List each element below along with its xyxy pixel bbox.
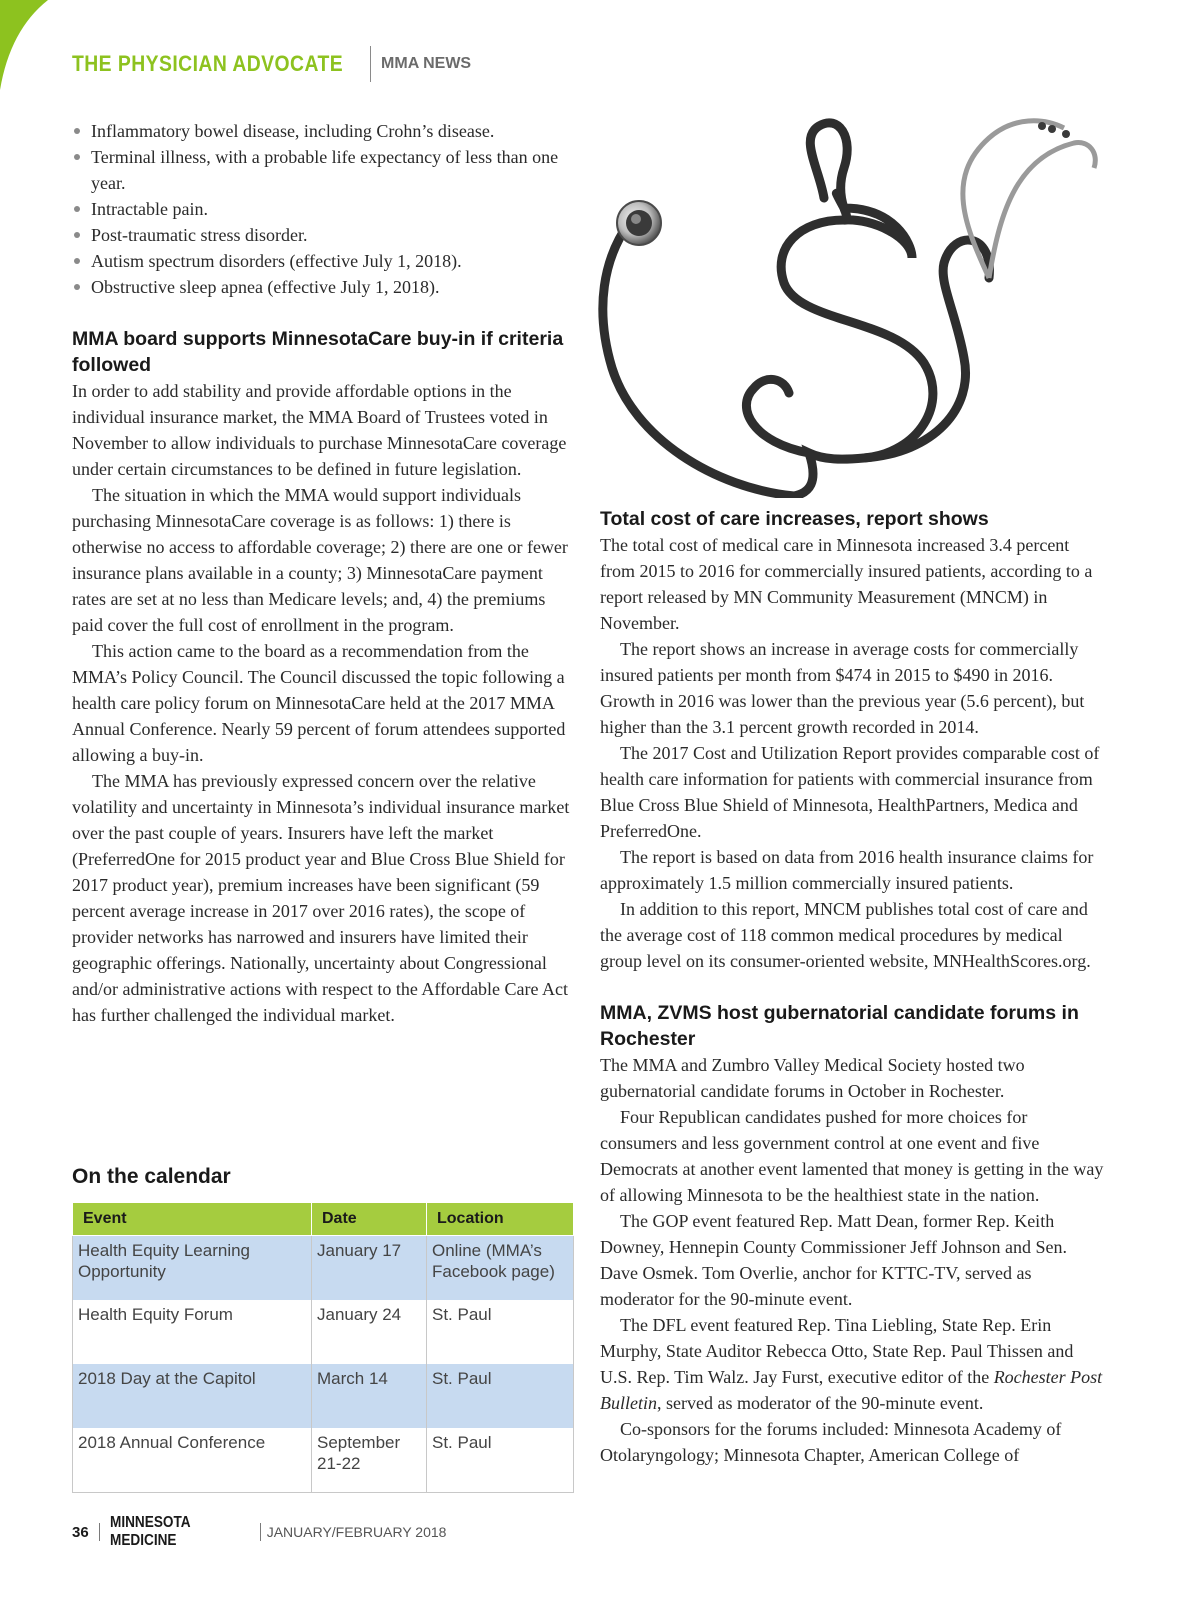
- section-title: THE PHYSICIAN ADVOCATE: [72, 51, 344, 76]
- column-header-location: Location: [427, 1203, 574, 1236]
- table-row: [73, 1300, 574, 1364]
- paragraph: The 2017 Cost and Utilization Report provides comparable cost of health care information for patients with commercial insurance from Blue Cross Blue Shield of Minnesota, HealthPartners, Medica and PreferredOne.: [600, 743, 1100, 841]
- date-cell: September 21-22: [312, 1428, 427, 1493]
- date-cell: March 14: [312, 1364, 427, 1428]
- event-cell: 2018 Day at the Capitol: [73, 1364, 312, 1428]
- paragraph: [600, 1312, 1105, 1416]
- date-cell: January 24: [312, 1300, 427, 1364]
- paragraph: The GOP event featured Rep. Matt Dean, former Rep. Keith Downey, Hennepin County Commissioner Jeff Johnson and Sen. Dave Osmek. Tom Overlie, anchor for KTTC-TV, served as moderator for the 90-minute event.: [600, 1211, 1067, 1309]
- column-header-event: Event: [73, 1203, 312, 1236]
- issue-date: JANUARY/FEBRUARY 2018: [266, 1524, 447, 1540]
- list-item: Intractable pain.: [72, 196, 572, 222]
- paragraph: The report shows an increase in average costs for commercially insured patients per month from $474 in 2015 to $490 in 2016. Growth in 2016 was lower than the previous year (5.6 percent), but higher than the 3.1 percent growth recorded in 2014.: [600, 639, 1085, 737]
- publication-title: MINNESOTA MEDICINE: [109, 1514, 190, 1549]
- paragraph: Co-sponsors for the forums included: Minnesota Academy of Otolaryngology; Minnesota Chapter, American College of: [600, 1419, 1062, 1465]
- location-cell: St. Paul: [427, 1300, 574, 1364]
- paragraph: In addition to this report, MNCM publishes total cost of care and the average cost of 118 common medical procedures by medical group level on its consumer-oriented website, MNHealthScores.org.: [600, 899, 1091, 971]
- table-row: [73, 1236, 574, 1301]
- paragraph: In order to add stability and provide affordable options in the individual insurance market, the MMA Board of Trustees voted in November to allow individuals to purchase MinnesotaCare coverage under certain circumstances to be defined in future legislation.: [72, 381, 567, 479]
- page-header: [72, 44, 471, 84]
- corner-accent: [0, 0, 60, 90]
- article-title-forums: MMA, ZVMS host gubernatorial candidate forums in Rochester: [600, 1002, 1079, 1050]
- paragraph: The situation in which the MMA would support individuals purchasing MinnesotaCare coverage is as follows: 1) there is otherwise no access to affordable coverage; 2) there are one or fewer insurance plans available in a county; 3) MinnesotaCare payment rates are set at no less than Medicare levels; and, 4) the premiums paid cover the full cost of enrollment in the program.: [72, 485, 568, 635]
- header-divider: [370, 46, 371, 82]
- paragraph-text: The DFL event featured Rep. Tina Liebling, State Rep. Erin Murphy, State Auditor Rebecca Otto, State Rep. Paul Thissen and U.S. Rep. Tim Walz. Jay Furst, executive editor of the: [600, 1315, 1074, 1387]
- footer-divider: [99, 1523, 100, 1541]
- article-title-buyin: MMA board supports MinnesotaCare buy-in if criteria followed: [72, 328, 564, 376]
- list-item: Inflammatory bowel disease, including Crohn’s disease.: [72, 118, 572, 144]
- page-footer: [72, 1514, 446, 1550]
- paragraph: This action came to the board as a recommendation from the MMA’s Policy Council. The Council discussed the topic following a health care policy forum on MinnesotaCare held at the 2017 MMA Annual Conference. Nearly 59 percent of forum attendees supported allowing a buy-in.: [72, 641, 566, 765]
- list-item: Autism spectrum disorders (effective July 1, 2018).: [72, 248, 572, 274]
- page-number: 36: [72, 1523, 89, 1541]
- newspaper-title: Rochester Post Bulletin: [600, 1367, 1103, 1413]
- calendar-title: On the calendar: [72, 1165, 231, 1188]
- right-column: [600, 506, 1105, 1468]
- paragraph: The MMA has previously expressed concern over the relative volatility and uncertainty in Minnesota’s individual insurance market over the past couple of years. Insurers have left the market (PreferredOne for 2015 product year and Blue Cross Blue Shield for 2017 product year), premium increases have been significant (59 percent average increase in 2017 over 2016 rates), the scope of provider networks has narrowed and insurers have limited their geographic offerings. Nationally, uncertainty about Congressional and/or administrative actions with respect to the Affordable Care Act has further challenged the individual market.: [72, 771, 570, 1025]
- event-cell: 2018 Annual Conference: [73, 1428, 312, 1493]
- table-row: [73, 1364, 574, 1428]
- location-cell: St. Paul: [427, 1364, 574, 1428]
- section-subtitle: MMA NEWS: [381, 55, 472, 72]
- paragraph: The report is based on data from 2016 health insurance claims for approximately 1.5 million commercially insured patients.: [600, 847, 1094, 893]
- stethoscope-dollar-image: [594, 108, 1100, 498]
- left-column: [72, 118, 572, 1028]
- paragraph: The total cost of medical care in Minnesota increased 3.4 percent from 2015 to 2016 for commercially insured patients, according to a report released by MN Community Measurement (MNCM) in November.: [600, 535, 1093, 633]
- paragraph-text: , served as moderator of the 90-minute event.: [657, 1393, 984, 1413]
- calendar-section: [72, 1162, 573, 1493]
- calendar-table: [72, 1202, 574, 1493]
- conditions-list: [72, 118, 572, 300]
- footer-divider: [260, 1523, 261, 1541]
- paragraph: Four Republican candidates pushed for more choices for consumers and less government control at one event and five Democrats at another event lamented that money is getting in the way of allowing Minnesota to be the healthiest state in the nation.: [600, 1107, 1104, 1205]
- article-title-cost: Total cost of care increases, report shows: [600, 508, 989, 530]
- list-item: Obstructive sleep apnea (effective July 1, 2018).: [72, 274, 572, 300]
- table-row: [73, 1428, 574, 1493]
- location-cell: St. Paul: [427, 1428, 574, 1493]
- list-item: Terminal illness, with a probable life expectancy of less than one year.: [72, 144, 572, 196]
- paragraph: The MMA and Zumbro Valley Medical Society hosted two gubernatorial candidate forums in October in Rochester.: [600, 1055, 1025, 1101]
- column-header-date: Date: [312, 1203, 427, 1236]
- event-cell: Health Equity Learning Opportunity: [73, 1236, 312, 1301]
- date-cell: January 17: [312, 1236, 427, 1301]
- event-cell: Health Equity Forum: [73, 1300, 312, 1364]
- list-item: Post-traumatic stress disorder.: [72, 222, 572, 248]
- location-cell: Online (MMA’s Facebook page): [427, 1236, 574, 1301]
